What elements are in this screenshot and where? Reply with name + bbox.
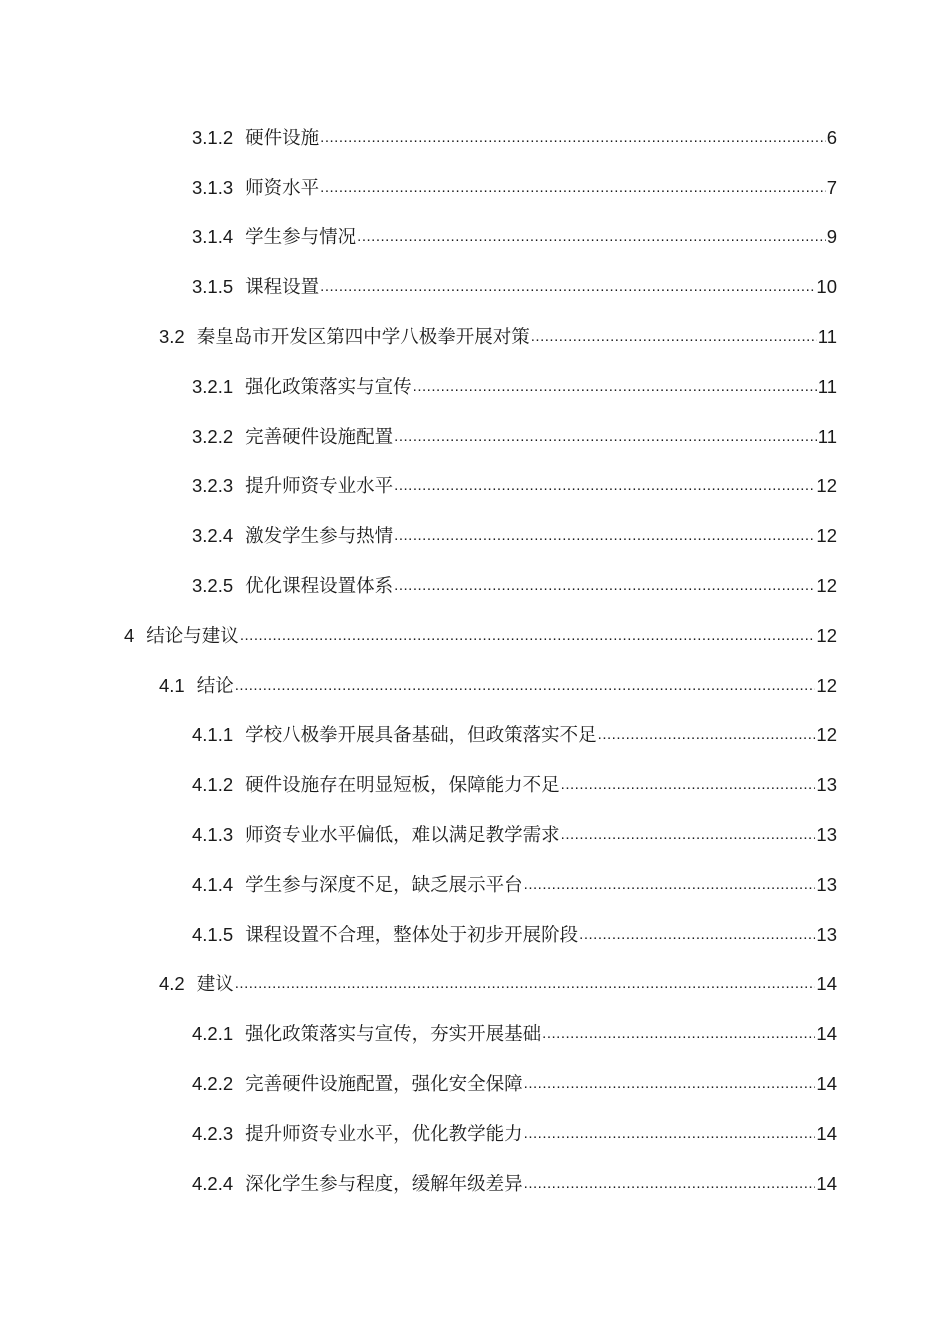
dot-leader bbox=[413, 374, 817, 393]
dot-leader bbox=[235, 972, 816, 991]
toc-entry-number: 3.1.5 bbox=[192, 276, 234, 298]
dot-leader bbox=[561, 823, 816, 842]
dot-leader bbox=[394, 524, 815, 543]
toc-entry[interactable] bbox=[0, 909, 950, 959]
toc-entry-number: 4 bbox=[124, 624, 135, 646]
toc-entry-number: 4.2.4 bbox=[192, 1172, 234, 1194]
toc-entry-page: 12 bbox=[816, 724, 837, 746]
toc-entry-page: 12 bbox=[816, 674, 837, 696]
dot-leader bbox=[320, 275, 815, 294]
toc-entry-page: 7 bbox=[826, 176, 837, 198]
dot-leader bbox=[320, 175, 826, 194]
toc-entry-title: 提升师资专业水平 bbox=[245, 475, 394, 497]
toc-entry[interactable] bbox=[0, 361, 950, 411]
toc-entry-number: 4.1.4 bbox=[192, 873, 234, 895]
toc-entry[interactable] bbox=[0, 610, 950, 660]
toc-entry-page: 13 bbox=[816, 824, 837, 846]
dot-leader bbox=[357, 225, 826, 244]
toc-entry-title: 学校八极拳开展具备基础，但政策落实不足 bbox=[245, 724, 597, 746]
toc-entry[interactable] bbox=[0, 1108, 950, 1158]
toc-entry-page: 13 bbox=[816, 923, 837, 945]
toc-entry-title: 强化政策落实与宣传，夯实开展基础 bbox=[245, 1023, 542, 1045]
toc-entry-title: 提升师资专业水平，优化教学能力 bbox=[245, 1122, 523, 1144]
toc-entry-number: 4.2.1 bbox=[192, 1023, 234, 1045]
toc-entry[interactable] bbox=[0, 261, 950, 311]
toc-entry-number: 3.2.3 bbox=[192, 475, 234, 497]
dot-leader bbox=[320, 125, 826, 144]
toc-entry-page: 9 bbox=[826, 226, 837, 248]
toc-entry-page: 12 bbox=[816, 624, 837, 646]
toc-entry-title: 硬件设施存在明显短板，保障能力不足 bbox=[245, 774, 560, 796]
toc-entry-page: 11 bbox=[817, 375, 837, 397]
toc-entry[interactable] bbox=[0, 1158, 950, 1208]
dot-leader bbox=[561, 773, 816, 792]
toc-entry-page: 14 bbox=[816, 973, 837, 995]
toc-entry-number: 4.2.3 bbox=[192, 1122, 234, 1144]
toc-entry-page: 12 bbox=[816, 525, 837, 547]
toc-entry[interactable] bbox=[0, 510, 950, 560]
toc-entry-page: 14 bbox=[816, 1073, 837, 1095]
toc-entry-title: 优化课程设置体系 bbox=[245, 575, 394, 597]
toc-entry[interactable] bbox=[0, 311, 950, 361]
toc-entry[interactable] bbox=[0, 162, 950, 212]
toc-entry-title: 课程设置 bbox=[245, 276, 320, 298]
toc-entry-title: 课程设置不合理，整体处于初步开展阶段 bbox=[245, 923, 579, 945]
toc-entry-title: 完善硬件设施配置 bbox=[245, 425, 394, 447]
toc-entry-page: 6 bbox=[826, 126, 837, 148]
dot-leader bbox=[598, 723, 816, 742]
toc-entry-number: 3.2.4 bbox=[192, 525, 234, 547]
toc-entry-number: 3.2.1 bbox=[192, 375, 234, 397]
dot-leader bbox=[531, 325, 817, 344]
toc-entry-title: 师资水平 bbox=[245, 176, 320, 198]
toc-entry-page: 12 bbox=[816, 575, 837, 597]
toc-entry[interactable] bbox=[0, 1058, 950, 1108]
toc-entry-page: 14 bbox=[816, 1172, 837, 1194]
toc-entry[interactable] bbox=[0, 112, 950, 162]
toc-entry-title: 结论与建议 bbox=[146, 624, 239, 646]
dot-leader bbox=[394, 474, 815, 493]
dot-leader bbox=[394, 424, 817, 443]
table-of-contents bbox=[0, 112, 950, 1208]
toc-entry-title: 学生参与深度不足，缺乏展示平台 bbox=[245, 873, 523, 895]
toc-entry-number: 3.1.3 bbox=[192, 176, 234, 198]
dot-leader bbox=[394, 574, 815, 593]
dot-leader bbox=[524, 872, 816, 891]
toc-entry-title: 强化政策落实与宣传 bbox=[245, 375, 412, 397]
toc-entry-number: 4.1.3 bbox=[192, 824, 234, 846]
toc-entry[interactable] bbox=[0, 212, 950, 262]
dot-leader bbox=[524, 1171, 816, 1190]
toc-entry-title: 激发学生参与热情 bbox=[245, 525, 394, 547]
toc-entry[interactable] bbox=[0, 660, 950, 710]
toc-entry-number: 3.1.2 bbox=[192, 126, 234, 148]
toc-entry-page: 13 bbox=[816, 774, 837, 796]
toc-entry-number: 4.1.5 bbox=[192, 923, 234, 945]
toc-entry-number: 3.2.5 bbox=[192, 575, 234, 597]
toc-entry-number: 4.2.2 bbox=[192, 1073, 234, 1095]
toc-entry-page: 11 bbox=[817, 326, 837, 348]
toc-entry[interactable] bbox=[0, 859, 950, 909]
toc-entry-page: 12 bbox=[816, 475, 837, 497]
toc-entry[interactable] bbox=[0, 1008, 950, 1058]
toc-entry[interactable] bbox=[0, 809, 950, 859]
dot-leader bbox=[542, 1022, 815, 1041]
toc-entry-title: 师资专业水平偏低，难以满足教学需求 bbox=[245, 824, 560, 846]
toc-entry-page: 13 bbox=[816, 873, 837, 895]
toc-entry-title: 结论 bbox=[196, 674, 234, 696]
toc-entry-title: 深化学生参与程度，缓解年级差异 bbox=[245, 1172, 523, 1194]
dot-leader bbox=[579, 922, 815, 941]
toc-entry[interactable] bbox=[0, 759, 950, 809]
toc-entry-page: 14 bbox=[816, 1023, 837, 1045]
toc-entry-number: 4.1.2 bbox=[192, 774, 234, 796]
dot-leader bbox=[524, 1072, 816, 1091]
toc-entry[interactable] bbox=[0, 959, 950, 1009]
toc-entry-number: 3.2 bbox=[159, 326, 185, 348]
toc-entry-title: 建议 bbox=[196, 973, 234, 995]
toc-entry[interactable] bbox=[0, 411, 950, 461]
toc-entry-page: 10 bbox=[816, 276, 837, 298]
toc-entry-title: 秦皇岛市开发区第四中学八极拳开展对策 bbox=[196, 326, 530, 348]
toc-entry-page: 11 bbox=[817, 425, 837, 447]
toc-entry-title: 硬件设施 bbox=[245, 126, 320, 148]
toc-entry[interactable] bbox=[0, 560, 950, 610]
dot-leader bbox=[235, 673, 816, 692]
toc-entry[interactable] bbox=[0, 710, 950, 760]
toc-entry-number: 4.1 bbox=[159, 674, 185, 696]
toc-entry-title: 完善硬件设施配置，强化安全保障 bbox=[245, 1073, 523, 1095]
dot-leader bbox=[240, 623, 816, 642]
toc-entry-number: 3.1.4 bbox=[192, 226, 234, 248]
toc-entry-page: 14 bbox=[816, 1122, 837, 1144]
toc-entry[interactable] bbox=[0, 461, 950, 511]
toc-entry-number: 4.2 bbox=[159, 973, 185, 995]
toc-entry-number: 3.2.2 bbox=[192, 425, 234, 447]
dot-leader bbox=[524, 1121, 816, 1140]
toc-entry-title: 学生参与情况 bbox=[245, 226, 357, 248]
toc-entry-number: 4.1.1 bbox=[192, 724, 234, 746]
